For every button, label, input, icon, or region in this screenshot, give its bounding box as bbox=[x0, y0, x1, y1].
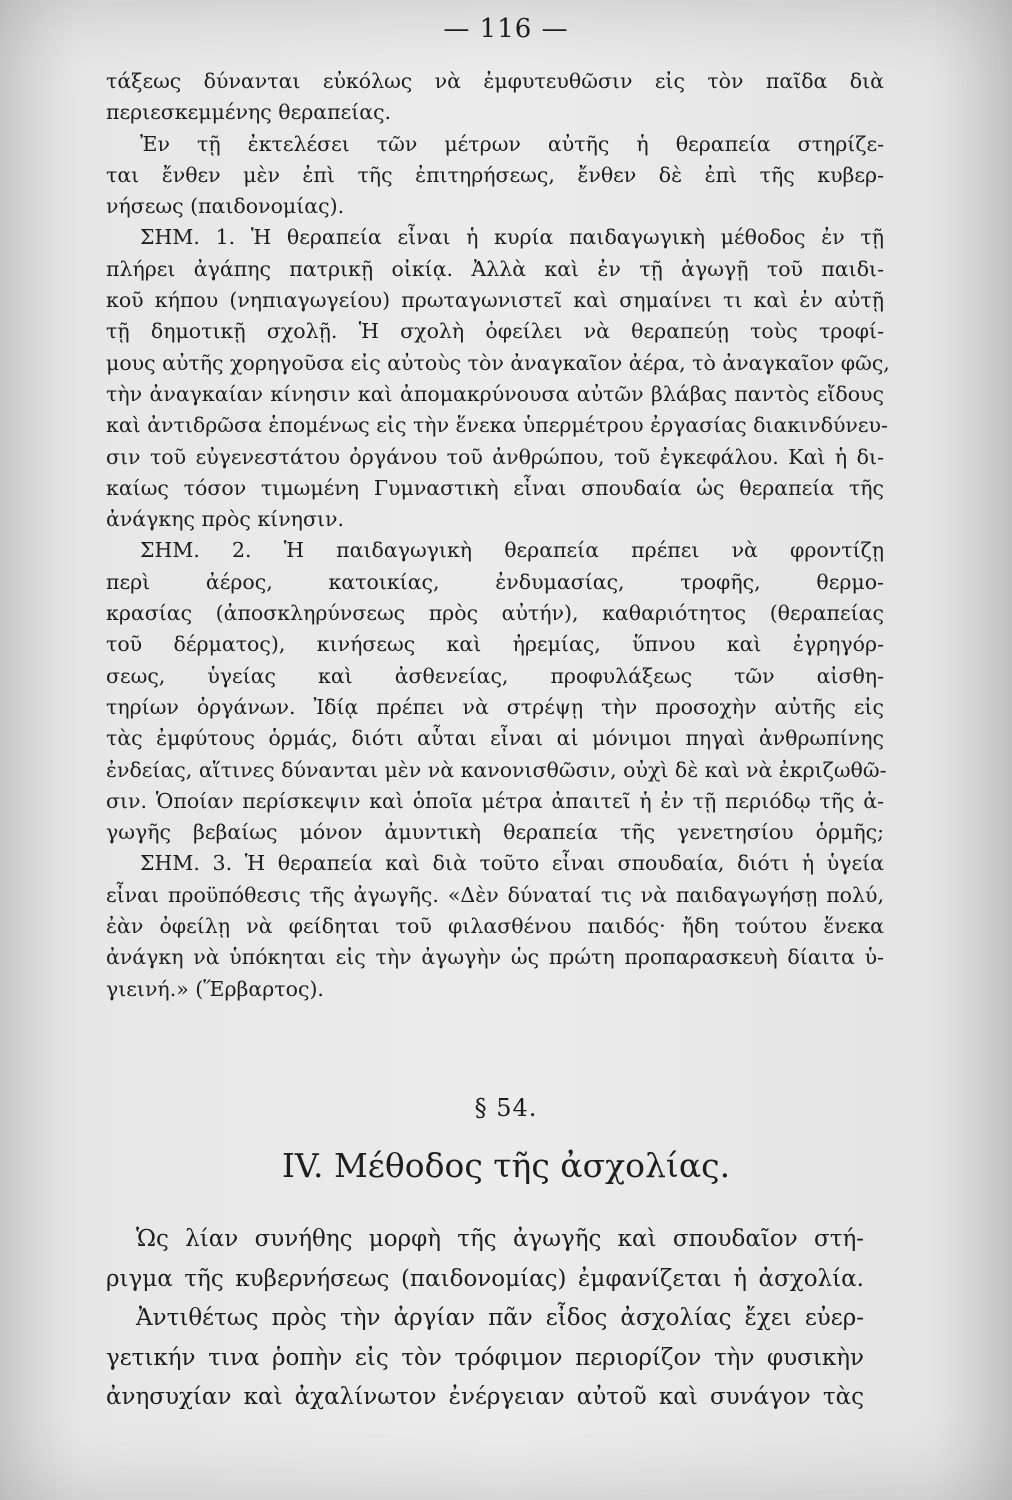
note-line: ΣΗΜ. 2. Ἡ παιδαγωγικὴ θεραπεία πρέπει νὰ φροντίζῃ bbox=[140, 538, 884, 563]
note-line: σεως, ὑγείας καὶ ἀσθενείας, προφυλάξεως τῶν αἰσθη- bbox=[106, 663, 884, 688]
text-line: Ἀντιθέτως πρὸς τὴν ἀργίαν πᾶν εἶδος ἀσχολίας ἔχει εὐερ- bbox=[136, 1305, 864, 1331]
section-title: IV. Μέθοδος τῆς ἀσχολίας. bbox=[281, 1146, 731, 1185]
text-line: νήσεως (παιδονομίας). bbox=[106, 194, 345, 219]
text-line: Ἐν τῇ ἐκτελέσει τῶν μέτρων αὐτῆς ἡ θεραπεία στηρίζε- bbox=[140, 131, 884, 156]
text-line: γετικήν τινα ῥοπὴν εἰς τὸν τρόφιμον περιορίζον τὴν φυσικὴν bbox=[106, 1344, 864, 1371]
text-line: περιεσκεμμένης θεραπείας. bbox=[106, 100, 392, 125]
note-line: ἐὰν ὀφείλῃ νὰ φείδηται τοῦ φιλασθένου παιδός· ἤδη τούτου ἕνεκα bbox=[106, 914, 884, 939]
note-line: τῇ δημοτικῇ σχολῇ. Ἡ σχολὴ ὀφείλει νὰ θεραπεύῃ τοὺς τροφί- bbox=[106, 319, 884, 344]
main-text-block bbox=[106, 66, 890, 1005]
note-line: ἀνάγκης πρὸς κίνησιν. bbox=[106, 507, 344, 532]
note-line: τὰς ἐμφύτους ὁρμάς, διότι αὗται εἶναι αἱ μόνιμοι πηγαὶ ἀνθρωπίνης bbox=[106, 726, 884, 751]
note-line: καὶ ἀντιδρῶσα ἑπομένως εἰς τὴν ἕνεκα ὑπερμέτρου ἐργασίας διακινδύνευ- bbox=[106, 413, 888, 438]
note-line: πλήρει ἀγάπης πατρικῇ οἰκίᾳ. Ἀλλὰ καὶ ἐν τῇ ἀγωγῇ τοῦ παιδι- bbox=[106, 256, 884, 281]
note-line: ἀνάγκη νὰ ὑπόκηται εἰς τὴν ἀγωγὴν ὡς πρώτη προπαρασκευὴ δίαιτα ὑ- bbox=[106, 945, 884, 970]
page-number-header: — 116 — bbox=[443, 14, 569, 44]
note-line: μους αὐτῆς χορηγοῦσα εἰς αὐτοὺς τὸν ἀναγκαῖον ἀέρα, τὸ ἀναγκαῖον φῶς, bbox=[106, 350, 890, 375]
note-line: κοῦ κήπου (νηπιαγωγείου) πρωταγωνιστεῖ καὶ σημαίνει τι καὶ ἐν αὐτῇ bbox=[106, 288, 884, 313]
text-line: ται ἔνθεν μὲν ἐπὶ τῆς ἐπιτηρήσεως, ἔνθεν δὲ ἐπὶ τῆς κυβερ- bbox=[106, 162, 884, 187]
note-line: κρασίας (ἀποσκληρύνσεως πρὸς αὐτήν), καθαριότητος (θεραπείας bbox=[106, 601, 884, 626]
text-line: ριγμα τῆς κυβερνήσεως (παιδονομίας) ἐμφανίζεται ἡ ἀσχολία. bbox=[106, 1265, 864, 1292]
note-line: τὴν ἀναγκαίαν κίνησιν καὶ ἀπομακρύνουσα αὐτῶν βλάβας παντὸς εἴδους bbox=[106, 381, 884, 406]
note-line: περὶ ἀέρος, κατοικίας, ἐνδυμασίας, τροφῆς, θερμο- bbox=[106, 569, 884, 594]
text-line: ἀνησυχίαν καὶ ἀχαλίνωτον ἐνέργειαν αὐτοῦ καὶ συνάγον τὰς bbox=[106, 1384, 864, 1410]
note-line: εἶναι προϋπόθεσις τῆς ἀγωγῆς. «Δὲν δύναταί τις νὰ παιδαγωγήσῃ πολύ, bbox=[106, 882, 884, 907]
note-line: σιν τοῦ εὐγενεστάτου ὀργάνου τοῦ ἀνθρώπου, τοῦ ἐγκεφάλου. Καὶ ἡ δι- bbox=[106, 444, 884, 469]
note-line: ΣΗΜ. 1. Ἡ θεραπεία εἶναι ἡ κυρία παιδαγωγικὴ μέθοδος ἐν τῇ bbox=[140, 225, 884, 250]
text-line: τάξεως δύνανται εὐκόλως νὰ ἐμφυτευθῶσιν εἰς τὸν παῖδα διὰ bbox=[106, 69, 884, 93]
note-line: ΣΗΜ. 3. Ἡ θεραπεία καὶ διὰ τοῦτο εἶναι σπουδαία, διότι ἡ ὑγεία bbox=[140, 851, 884, 876]
note-line: σιν. Ὁποίαν περίσκεψιν καὶ ὁποῖα μέτρα ἀπαιτεῖ ἡ ἐν τῇ περιόδῳ τῆς ἀ- bbox=[106, 788, 884, 813]
note-line: γιεινή.» (Ἕρβαρτος). bbox=[106, 976, 324, 1001]
note-line: καίως τόσον τιμωμένη Γυμναστικὴ εἶναι σπουδαία ὡς θεραπεία τῆς bbox=[106, 475, 884, 500]
note-line: τηρίων ὀργάνων. Ἰδίᾳ πρέπει νὰ στρέψῃ τὴν προσοχὴν αὐτῆς εἰς bbox=[106, 694, 884, 719]
note-line: γωγῆς βεβαίως μόνον ἀμυντικὴ θεραπεία τῆς γενετησίου ὁρμῆς; bbox=[106, 820, 884, 845]
text-line: Ὡς λίαν συνήθης μορφὴ τῆς ἀγωγῆς καὶ σπουδαῖον στή- bbox=[136, 1226, 864, 1252]
section-text-block bbox=[106, 1220, 864, 1418]
section-number: § 54. bbox=[474, 1094, 538, 1122]
note-line: ἐνδείας, αἵτινες δύνανται μὲν νὰ κανονισθῶσιν, οὐχὶ δὲ καὶ νὰ ἐκριζωθῶ- bbox=[106, 757, 887, 782]
note-line: τοῦ δέρματος), κινήσεως καὶ ἠρεμίας, ὕπνου καὶ ἐγρηγόρ- bbox=[106, 632, 884, 657]
